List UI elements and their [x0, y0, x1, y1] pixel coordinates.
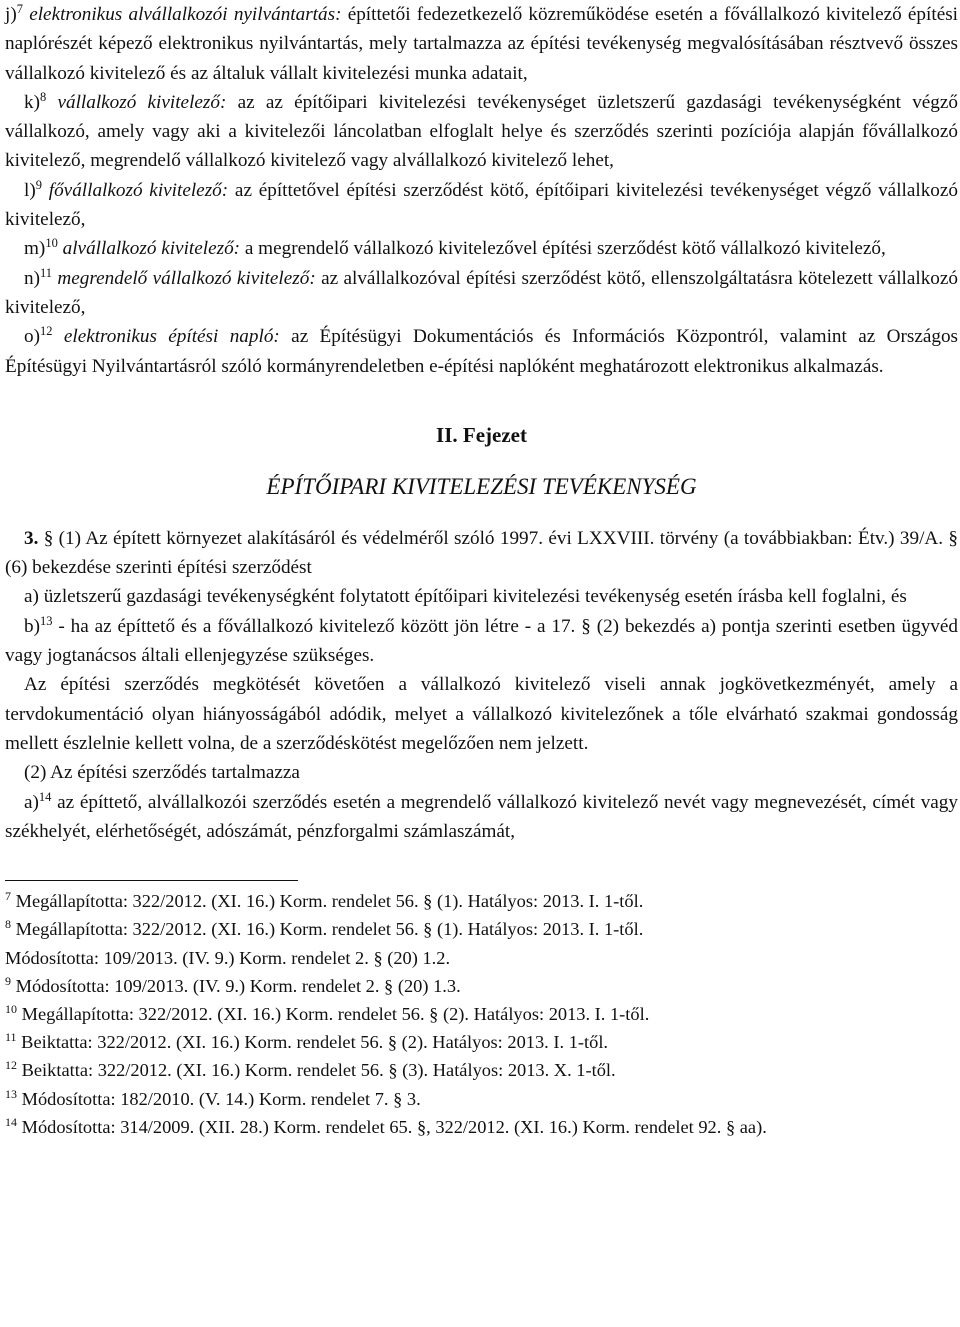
footnote-text: Módosította: 314/2009. (XII. 28.) Korm. rendelet 65. §, 322/2012. (XI. 16.) Korm. rendelet 92. § aa). — [21, 1116, 767, 1137]
footnote-13 — [5, 1085, 958, 1113]
footnote-ref[interactable]: 14 — [38, 789, 52, 804]
section-number: 3. — [24, 527, 39, 549]
chapter-number: II. Fejezet — [436, 422, 527, 447]
section-3-paragraph: Az építési szerződés megkötését követően a vállalkozó kivitelező viseli annak jogkövetkezményét, amely a tervdokumentáció olyan hiányosságából adódik, melyet a vállalkozó kivitelezőnek a tőle elvárható szakmai gondosság mellett észlelnie kellett volna, de a szerződéskötést megelőzően nem jelzett. — [5, 674, 958, 754]
footnote-number: 7 — [5, 889, 11, 904]
definition-text: a megrendelő vállalkozó kivitelezővel építési szerződést kötő vállalkozó kivitelező, — [244, 238, 886, 260]
section-3-point-a — [5, 582, 958, 611]
definition-term: elektronikus alvállalkozói nyilvántartás: — [29, 4, 342, 25]
footnote-12 — [5, 1056, 958, 1084]
definition-l: l)$^9$ fővállalkozó kivitelező: az építtetővel építési szerződést kötő, építőipari kivitelezési tevékenységet végző vállalkozó kivitelező, — [5, 177, 959, 231]
chapter-title: ÉPÍTŐIPARI KIVITELEZÉSI TEVÉKENYSÉG — [266, 473, 697, 499]
section-3-point-b — [5, 612, 958, 671]
footnote-14 — [5, 1113, 958, 1141]
footnote-text: Módosította: 182/2010. (V. 14.) Korm. rendelet 7. § 3. — [21, 1088, 421, 1109]
footnote-ref[interactable]: 11 — [39, 265, 53, 280]
section-intro-text: § (1) Az épített környezet alakításáról és védelméről szóló 1997. évi LXXVIII. törvény (a továbbiakban: Étv.) 39/A. § (6) bekezdése szerinti építési szerződést — [5, 527, 958, 579]
footnote-text: Módosította: 109/2013. (IV. 9.) Korm. rendelet 2. § (20) 1.3. — [15, 975, 461, 996]
footnote-10 — [5, 1000, 958, 1028]
document-page — [5, 0, 958, 1141]
definition-term: megrendelő vállalkozó kivitelező: — [57, 267, 316, 289]
footnote-7 — [5, 887, 958, 915]
footnote-ref[interactable]: 12 — [39, 324, 53, 339]
footnote-text: Megállapította: 322/2012. (XI. 16.) Korm. rendelet 56. § (2). Hatályos: 2013. I. 1-től. — [21, 1003, 650, 1024]
footnote-text: Beiktatta: 322/2012. (XI. 16.) Korm. rendelet 56. § (3). Hatályos: 2013. X. 1-től. — [21, 1060, 616, 1081]
footnote-number: 13 — [5, 1086, 17, 1101]
footnote-number: 9 — [5, 973, 11, 988]
point-text: az építtető, alvállalkozói szerződés esetén a megrendelő vállalkozó kivitelező nevét vagy megnevezését, címét vagy székhelyét, elérhetőségét, adószámát, pénzforgalmi számlaszámát, — [5, 791, 958, 842]
footnote-ref[interactable]: 10 — [45, 236, 58, 251]
footnote-ref[interactable]: 9 — [35, 177, 42, 192]
section-3-intro — [5, 524, 958, 583]
footnote-separator — [5, 880, 298, 881]
footnote-ref[interactable]: 8 — [39, 89, 47, 104]
footnote-text: Megállapította: 322/2012. (XI. 16.) Korm. rendelet 56. § (1). Hatályos: 2013. I. 1-től. — [15, 919, 644, 940]
footnote-11 — [5, 1028, 958, 1056]
footnote-number: 12 — [5, 1058, 17, 1073]
section-3-subsection-2: (2) Az építési szerződés tartalmazza — [24, 762, 300, 784]
definition-text: az Építésügyi Dokumentációs és Információs Központról, valamint az Országos Építésügyi Nyilvántartásról szóló kormányrendeletben e-építési naplóként meghatározott elektronikus alkalmazás. — [5, 326, 959, 377]
definition-term: vállalkozó kivitelező: — [57, 91, 227, 113]
definition-text: építtetői fedezetkezelő közreműködése esetén a fővállalkozó kivitelező építési naplórészét képező elektronikus nyilvántartás, mely tartalmazza az építési tevékenység megvalósításában résztvevő összes vállalkozó kivitelező és az általuk vállalt kivitelezési munka adatait, — [5, 4, 959, 84]
section-3-2-point-a — [5, 788, 958, 847]
definition-term: elektronikus építési napló: — [63, 326, 280, 348]
footnote-text-line-2: Módosította: 109/2013. (IV. 9.) Korm. rendelet 2. § (20) 1.2. — [5, 947, 451, 968]
definition-j: j)$^7$ elektronikus alvállalkozói nyilvántartás: építtetői fedezetkezelő közreműködése esetén a fővállalkozó kivitelező építési naplórészét képező elektronikus nyilvántartás, mely tartalmazza az építési tevékenység megvalósításában résztvevő összes vállalkozó kivitelező és az általuk vállalt kivitelezési munka adatait, — [5, 2, 959, 84]
definition-text: az az építőipari kivitelezési tevékenységet üzletszerű gazdasági tevékenységként végző vállalkozó, amely vagy aki a kivitelezői láncolatban elfoglalt helye és szerződés szerinti pozíciója alapján fővállalkozó kivitelező, megrendelő vállalkozó kivitelező vagy alvállalkozó kivitelező lehet, — [5, 91, 959, 172]
definition-n: n)$^{11}$ megrendelő vállalkozó kivitelező: az alvállalkozóval építési szerződést kötő, ellenszolgáltatásra kötelezett vállalkozó kivitelező, — [5, 265, 959, 318]
footnote-number: 11 — [5, 1030, 17, 1045]
footnote-number: 8 — [5, 917, 11, 932]
footnote-number: 14 — [5, 1114, 17, 1129]
footnote-9 — [5, 972, 958, 1000]
point-label: a) — [24, 586, 39, 608]
definition-term: fővállalkozó kivitelező: — [48, 179, 229, 201]
footnote-text: Megállapította: 322/2012. (XI. 16.) Korm. rendelet 56. § (1). Hatályos: 2013. I. 1-től. — [15, 891, 644, 912]
footnote-number: 10 — [5, 1001, 17, 1016]
point-label: a) — [24, 791, 39, 813]
definition-term: alvállalkozó kivitelező: — [62, 238, 241, 260]
footnote-ref[interactable]: 13 — [39, 613, 53, 628]
definition-k: k)$^8$ vállalkozó kivitelező: az az építőipari kivitelezési tevékenységet üzletszerű gazdasági tevékenységként végző vállalkozó, amely vagy aki a kivitelezői láncolatban elfoglalt helye és szerződés szerinti pozíciója alapján fővállalkozó kivitelező, megrendelő vállalkozó kivitelező vagy alvállalkozó kivitelező lehet, — [5, 89, 959, 172]
definition-text: az építtetővel építési szerződést kötő, építőipari kivitelezési tevékenységet végző vállalkozó kivitelező, — [5, 179, 959, 231]
definition-m: m)$^{10}$ alvállalkozó kivitelező: a megrendelő vállalkozó kivitelezővel építési szerződést kötő vállalkozó kivitelező, — [24, 236, 886, 260]
definition-text: az alvállalkozóval építési szerződést kötő, ellenszolgáltatásra kötelezett vállalkozó kivitelező, — [5, 267, 959, 318]
definition-o: o)$^{12}$ elektronikus építési napló: az Építésügyi Dokumentációs és Információs Központról, valamint az Országos Építésügyi Nyilvántartásról szóló kormányrendeletben e-építési naplóként meghatározott elektronikus alkalmazás. — [5, 324, 959, 377]
point-text: - ha az építtető és a fővállalkozó kivitelező között jön létre - a 17. § (2) bekezdés a) pontja szerinti esetben ügyvéd vagy jogtanácsos általi ellenjegyzése szükséges. — [5, 615, 959, 667]
point-text: üzletszerű gazdasági tevékenységként folytatott építőipari kivitelezési tevékenység esetén írásba kell foglalni, és — [43, 586, 907, 608]
footnote-ref[interactable]: 7 — [16, 2, 23, 16]
footnote-8 — [5, 915, 958, 971]
footnote-text: Beiktatta: 322/2012. (XI. 16.) Korm. rendelet 56. § (2). Hatályos: 2013. I. 1-től. — [21, 1032, 609, 1053]
point-label: b) — [24, 615, 40, 637]
